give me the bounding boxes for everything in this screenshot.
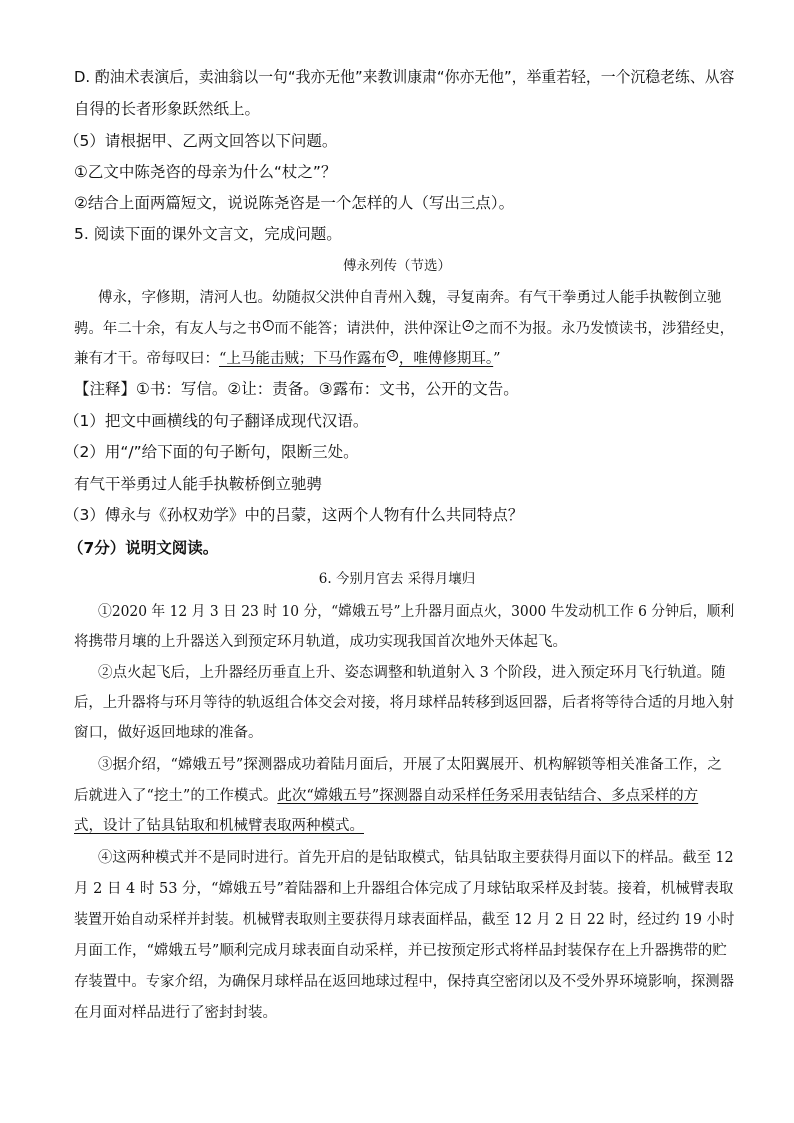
text-fragment: ，唯傅修期耳。 [398, 351, 494, 367]
text-fragment: 兼有才干。帝每叹曰： [74, 351, 219, 367]
article-p2-line-3: 窗口，做好返回地球的准备。 [74, 725, 263, 741]
article-p1-line-2: 将携带月壤的上升器送入到预定环月轨道，成功实现我国首次地外天体起飞。 [74, 634, 567, 650]
article-p4-line-4: 月面工作，“嫦娥五号”顺利完成月球表面自动采样，并已按预定形式将样品封装保存在上升器携带的贮 [74, 943, 727, 959]
classical-text-line-1: 傅永，字修期，清河人也。幼随叔父洪仲自青州入魏，寻复南奔。有气干拳勇过人能手执鞍倒立驰 [98, 290, 722, 306]
text-fragment: 骋。年二十余，有友人与之书 [74, 321, 262, 337]
underlined-sentence: 此次“嫦娥五号”探测器自动采样任务采用表钻结合、多点采样的方 [277, 788, 699, 804]
underlined-sentence [219, 351, 493, 367]
article-p4-line-2: 月 2 日 4 时 53 分，“嫦娥五号”着陆器和上升器组合体完成了月球钻取采样及封装。接着，机械臂表取 [74, 881, 734, 897]
text-fragment: 而不能答；请洪仲，洪仲深让 [274, 321, 462, 337]
text-fragment: “上马能击贼；下马作露布 [219, 351, 386, 367]
annotation-notes: 【注释】①书：写信。②让：责备。③露布：文书，公开的文告。 [74, 380, 519, 398]
article-p4-line-6: 在月面对样品进行了密封封装。 [74, 1005, 277, 1021]
article-p4-line-5: 存装置中。专家介绍，为确保月球样品在返回地球过程中，保持真空密闭以及不受外界环境影响，探测器 [74, 974, 734, 990]
note-marker-1: 1 [262, 320, 273, 331]
note-marker-2: 2 [463, 320, 474, 331]
question-5-sub-2: ②结合上面两篇短文，说说陈尧咨是一个怎样的人（写出三点）。 [74, 194, 515, 212]
question-5-2: （2）用“/”给下面的句子断句，限断三处。 [64, 443, 359, 461]
question-5-2-sentence: 有气干举勇过人能手执鞍桥倒立驰骋 [74, 475, 323, 493]
question-5: （5）请根据甲、乙两文回答以下问题。 [64, 132, 338, 150]
option-d-line-1: D. 酌油术表演后，卖油翁以一句“我亦无他”来教训康肃“你亦无他”，举重若轻，一个沉稳老练、从容 [74, 68, 735, 86]
article-p2-line-2: 后，上升器将与环月等待的轨返组合体交会对接，将月球样品转移到返回器，后者将等待合适的月地入射 [74, 695, 734, 711]
classical-text-line-2 [74, 319, 734, 339]
question-5-3: （3）傅永与《孙权劝学》中的吕蒙，这两个人物有什么共同特点？ [64, 506, 524, 524]
article-p2-line-1: ②点火起飞后，上升器经历垂直上升、姿态调整和轨道射入 3 个阶段，进入预定环月飞行轨道。随 [98, 665, 726, 681]
question-5-sub-1: ①乙文中陈尧咨的母亲为什么“杖之”？ [74, 163, 337, 181]
section-5-heading: 5. 阅读下面的课外文言文，完成问题。 [74, 225, 342, 243]
article-p3-line-3 [74, 816, 364, 836]
article-title: 6. 今别月宫去 采得月壤归 [318, 571, 476, 587]
article-p4-line-1: ④这两种模式并不是同时进行。首先开启的是钻取模式，钻具钻取主要获得月面以下的样品。截至 12 [98, 850, 734, 866]
article-p1-line-1: ①2020 年 12 月 3 日 23 时 10 分，“嫦娥五号”上升器月面点火，3000 牛发动机工作 6 分钟后，顺利 [98, 604, 735, 620]
note-marker-3: 3 [387, 350, 398, 361]
section-heading-expository: （7分）说明文阅读。 [68, 539, 219, 557]
text-fragment: 之而不为报。永乃发愤读书，涉猎经史， [474, 321, 735, 337]
underlined-sentence: 式，设计了钻具钻取和机械臂表取两种模式。 [74, 818, 364, 834]
text-fragment: ” [493, 351, 501, 367]
classical-text-title: 傅永列传（节选） [343, 258, 451, 274]
article-p4-line-3: 装置开始自动采样并封装。机械臂表取则主要获得月球表面样品，截至 12 月 2 日 22 时，经过约 19 小时 [74, 912, 735, 928]
article-p3-line-1: ③据介绍，“嫦娥五号”探测器成功着陆月面后，开展了太阳翼展开、机构解锁等相关准备工作，之 [98, 757, 722, 773]
article-p3-line-2 [74, 786, 698, 806]
question-5-1: （1）把文中画横线的句子翻译成现代汉语。 [64, 412, 369, 430]
option-d-line-2: 自得的长者形象跃然纸上。 [74, 100, 261, 118]
classical-text-line-3 [74, 349, 501, 369]
text-fragment: 后就进入了“挖土”的工作模式。 [74, 788, 278, 804]
